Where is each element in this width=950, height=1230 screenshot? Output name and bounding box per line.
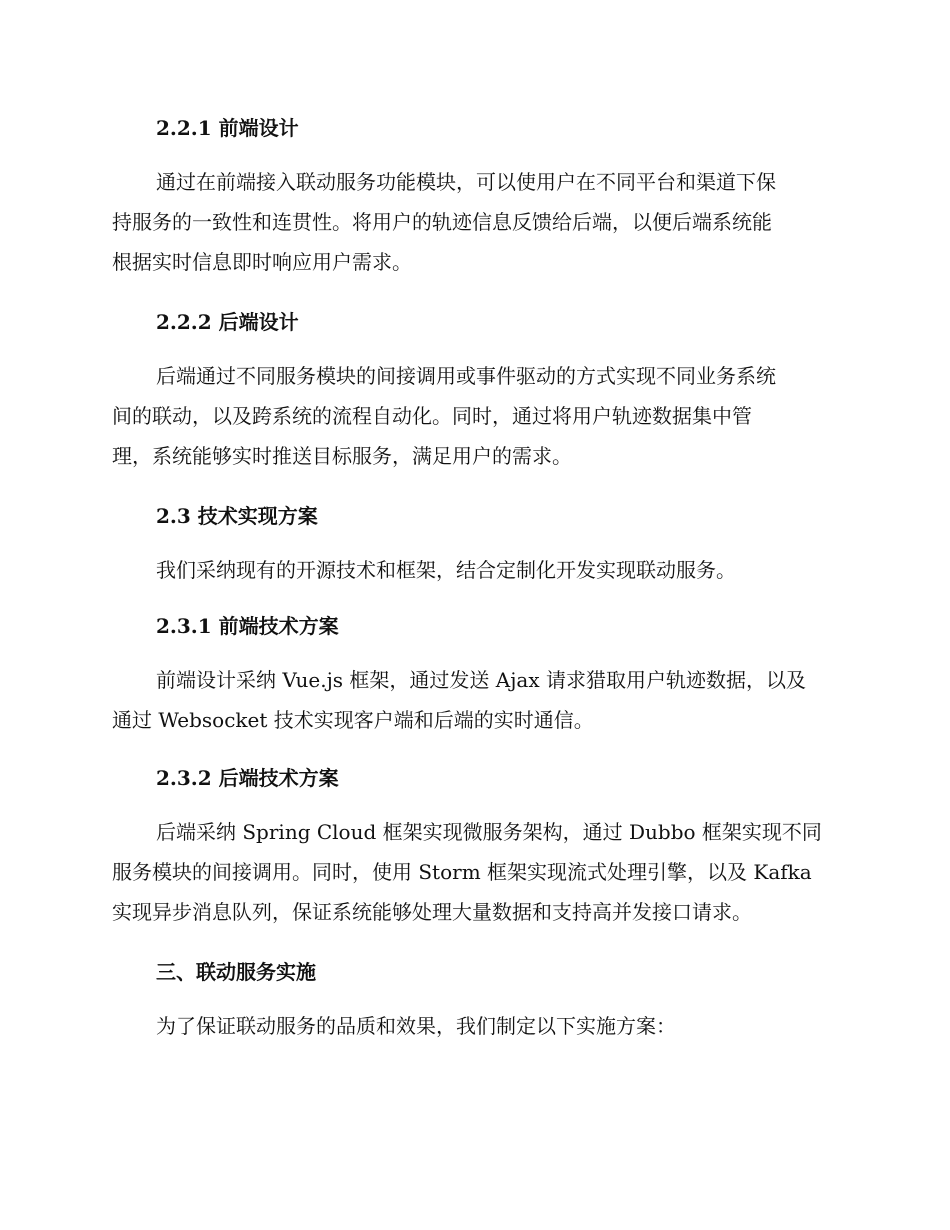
paragraph-line: 后端通过不同服务模块的间接调用或事件驱动的方式实现不同业务系统 (156, 364, 776, 388)
paragraph-line: 通过 Websocket 技术实现客户端和后端的实时通信。 (112, 708, 594, 732)
paragraph-line: 服务模块的间接调用。同时，使用 Storm 框架实现流式处理引擎，以及 Kafka (112, 860, 812, 884)
section-paragraph-2-2-1 (112, 162, 842, 282)
paragraph-line: 通过在前端接入联动服务功能模块，可以使用户在不同平台和渠道下保 (156, 170, 776, 194)
paragraph-line: 持服务的一致性和连贯性。将用户的轨迹信息反馈给后端，以便后端系统能 (112, 210, 772, 234)
section-paragraph-2-2-2 (112, 356, 842, 476)
paragraph-line: 间的联动，以及跨系统的流程自动化。同时，通过将用户轨迹数据集中管 (112, 404, 752, 428)
section-paragraph-2-3 (112, 550, 842, 590)
paragraph-line: 我们采纳现有的开源技术和框架，结合定制化开发实现联动服务。 (156, 558, 736, 582)
section-heading-2-3: 2.3 技术实现方案 (156, 504, 318, 528)
section-paragraph-3 (112, 1006, 842, 1046)
paragraph-line: 理，系统能够实时推送目标服务，满足用户的需求。 (112, 444, 572, 468)
paragraph-line: 前端设计采纳 Vue.js 框架，通过发送 Ajax 请求猎取用户轨迹数据，以及 (156, 668, 806, 692)
paragraph-line: 后端采纳 Spring Cloud 框架实现微服务架构，通过 Dubbo 框架实现不同 (156, 820, 822, 844)
paragraph-line: 实现异步消息队列，保证系统能够处理大量数据和支持高并发接口请求。 (112, 900, 752, 924)
paragraph-line: 根据实时信息即时响应用户需求。 (112, 250, 412, 274)
section-heading-3: 三、联动服务实施 (156, 960, 316, 984)
section-heading-2-2-1: 2.2.1 前端设计 (156, 116, 299, 140)
paragraph-line: 为了保证联动服务的品质和效果，我们制定以下实施方案： (156, 1014, 676, 1038)
section-heading-2-3-1: 2.3.1 前端技术方案 (156, 614, 339, 638)
section-heading-2-3-2: 2.3.2 后端技术方案 (156, 766, 339, 790)
section-paragraph-2-3-2 (112, 812, 842, 932)
section-paragraph-2-3-1 (112, 660, 842, 740)
section-heading-2-2-2: 2.2.2 后端设计 (156, 310, 299, 334)
